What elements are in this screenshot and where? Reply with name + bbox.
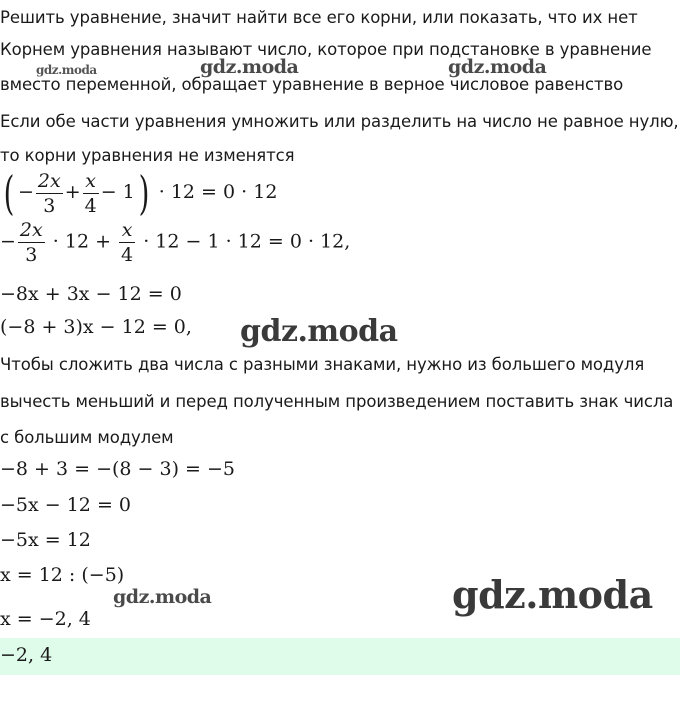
watermark-3: gdz.moda xyxy=(448,56,547,78)
text-line-8: с большим модулем xyxy=(0,428,174,447)
equation-1: ( − $\frac{2x}{3}$ + $\frac{x}{4}$ − 1) · 12 = 0 · 12 xyxy=(3,166,278,220)
answer-value: −2, 4 xyxy=(0,644,53,666)
equation-8: x = 12 : (−5) xyxy=(0,564,125,586)
text-line-6: Чтобы сложить два числа с разными знаками, нужно из большего модуля xyxy=(0,355,645,374)
text-line-5: то корни уравнения не изменятся xyxy=(0,146,295,165)
equation-3: −8x + 3x − 12 = 0 xyxy=(0,283,182,305)
watermark-4: gdz.moda xyxy=(240,314,398,349)
left-paren: ( xyxy=(3,166,15,220)
text-line-2: Корнем уравнения называют число, которое при подстановке в уравнение xyxy=(0,40,652,59)
answer-box xyxy=(0,638,680,675)
equation-7: −5x = 12 xyxy=(0,529,91,551)
watermark-5: gdz.moda xyxy=(113,586,212,608)
equation-2: − $\frac{2x}{3}$ · 12 + $\frac{x}{4}$ · 12 − 1 · 12 = 0 · 12, xyxy=(0,219,351,266)
watermark-6: gdz.moda xyxy=(452,572,653,617)
fraction-x-over-4: $\frac{x}{4}$ xyxy=(84,169,97,217)
text-line-1: Решить уравнение, значит найти все его корни, или показать, что их нет xyxy=(0,8,638,27)
equation-9: x = −2, 4 xyxy=(0,608,91,630)
equation-6: −5x − 12 = 0 xyxy=(0,494,131,516)
equation-4: (−8 + 3)x − 12 = 0, xyxy=(0,316,192,338)
text-line-3: вместо переменной, обращает уравнение в верное числовое равенство xyxy=(0,75,624,94)
fraction-2x-over-3: $\frac{2x}{3}$ xyxy=(19,219,43,266)
fraction-2x-over-3: $\frac{2x}{3}$ xyxy=(37,169,61,217)
right-paren: ) xyxy=(138,166,150,220)
watermark-1: gdz.moda xyxy=(36,63,97,77)
watermark-2: gdz.moda xyxy=(200,56,299,78)
equation-5: −8 + 3 = −(8 − 3) = −5 xyxy=(0,458,236,480)
text-line-7: вычесть меньший и перед полученным произведением поставить знак числа xyxy=(0,392,674,411)
fraction-x-over-4: $\frac{x}{4}$ xyxy=(121,219,134,266)
text-line-4: Если обе части уравнения умножить или разделить на число не равное нулю, xyxy=(0,112,679,131)
